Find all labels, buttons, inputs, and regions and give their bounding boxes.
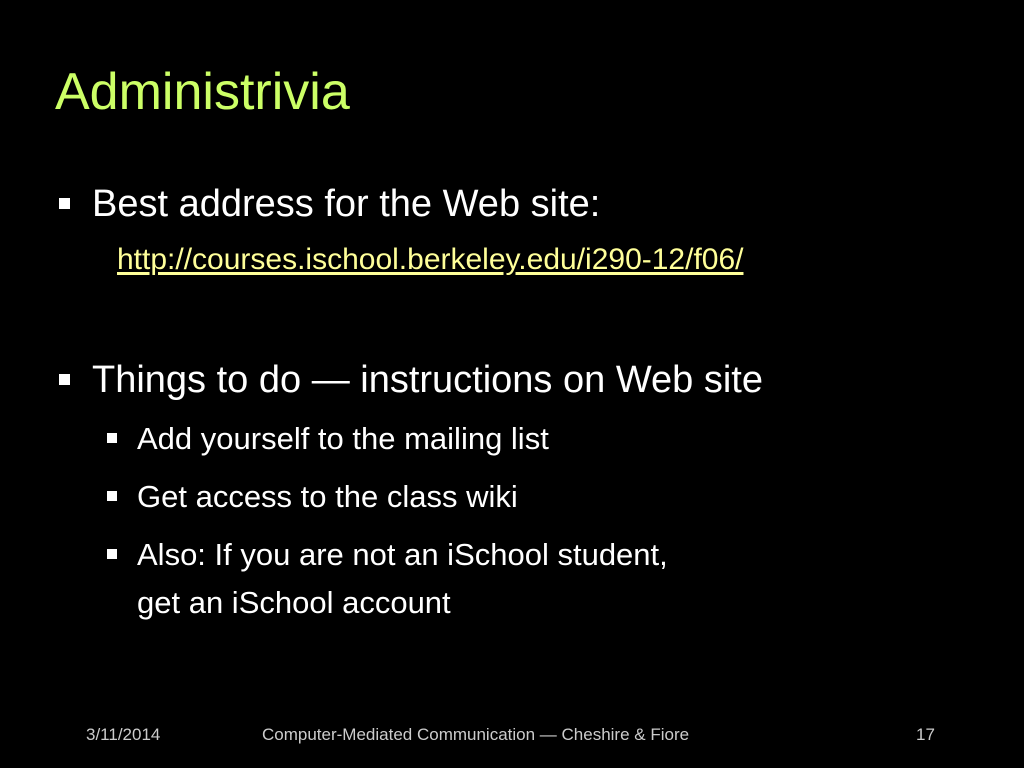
website-link[interactable]: http://courses.ischool.berkeley.edu/i290-12/f06/ [117, 243, 744, 276]
sub-bullet-square-icon [107, 491, 117, 501]
bullet-text: Things to do — instructions on Web site [92, 359, 763, 401]
bullet-square-icon [59, 198, 70, 209]
slide-title: Administrivia [55, 63, 350, 121]
bullet-square-icon [59, 374, 70, 385]
sub-bullet-text-continued: get an iSchool account [137, 585, 451, 620]
footer-date: 3/11/2014 [86, 725, 161, 744]
bullet-text: Best address for the Web site: [92, 183, 601, 225]
sub-bullet-text: Also: If you are not an iSchool student, [137, 537, 668, 572]
footer-page-number: 17 [916, 725, 935, 744]
sub-bullet-text: Add yourself to the mailing list [137, 421, 549, 456]
sub-bullet-square-icon [107, 433, 117, 443]
sub-bullet-text: Get access to the class wiki [137, 479, 518, 514]
sub-bullet-square-icon [107, 549, 117, 559]
footer-course: Computer-Mediated Communication — Cheshire & Fiore [262, 725, 690, 744]
